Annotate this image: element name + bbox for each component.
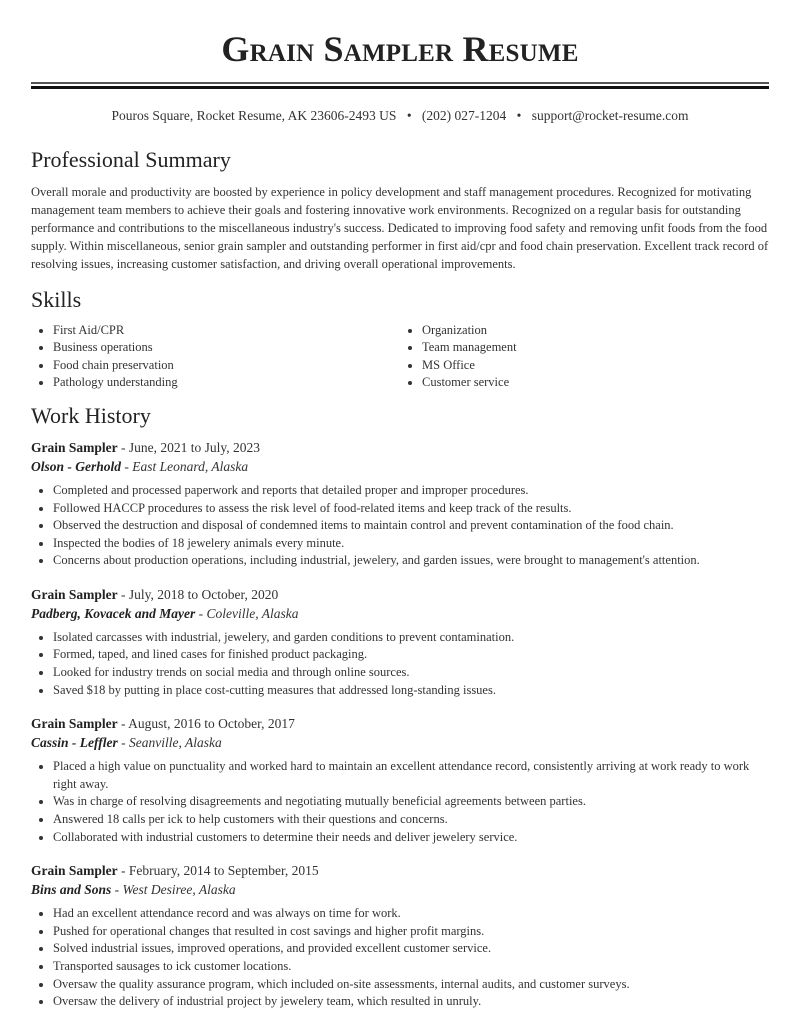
job-company: Bins and Sons <box>31 882 112 898</box>
dash-separator: - <box>117 716 129 732</box>
job-title-line <box>31 438 769 457</box>
job-location: Coleville, Alaska <box>206 605 299 621</box>
job-entry <box>31 585 769 699</box>
skill-item: • Team management <box>422 339 769 357</box>
job-title: Grain Sampler <box>31 716 118 732</box>
job-bullet: • Saved $18 by putting in place cost-cutting measures that addressed long-standing issues. <box>53 682 769 700</box>
job-bullet: • Isolated carcasses with industrial, jewelery, and garden conditions to prevent contamination. <box>53 629 769 647</box>
job-bullet: • Had an excellent attendance record and was always on time for work. <box>53 905 769 923</box>
contact-address: Pouros Square, Rocket Resume, AK 23606-2493 US <box>111 108 397 123</box>
skill-item: • Organization <box>422 322 769 340</box>
dash-separator: - <box>117 586 129 602</box>
dash-separator: - <box>195 605 207 621</box>
job-bullets <box>31 758 769 846</box>
job-company-line <box>31 604 769 623</box>
job-bullets <box>31 905 769 1011</box>
job-title-line <box>31 861 769 880</box>
job-title-line <box>31 714 769 733</box>
job-bullet: • Followed HACCP procedures to assess the risk level of food-related items and keep track of the results. <box>53 500 769 518</box>
job-entry <box>31 438 769 570</box>
job-company-line <box>31 457 769 476</box>
skills-column-left <box>31 322 400 392</box>
skill-item: • MS Office <box>422 357 769 375</box>
dash-separator: - <box>117 735 129 751</box>
job-title-line <box>31 585 769 604</box>
contact-line <box>31 106 769 126</box>
resume-title: Grain Sampler Resume <box>221 29 579 69</box>
work-history-heading: Work History <box>31 402 151 428</box>
job-title: Grain Sampler <box>31 586 118 602</box>
job-company: Cassin - Leffler <box>31 735 118 751</box>
job-bullet: • Transported sausages to ick customer locations. <box>53 958 769 976</box>
skill-item: • Pathology understanding <box>53 374 400 392</box>
skill-item: • Customer service <box>422 374 769 392</box>
dash-separator: - <box>117 863 129 879</box>
job-bullet: • Oversaw the quality assurance program, which included on-site assessments, internal audits, and customer surveys. <box>53 976 769 994</box>
job-title: Grain Sampler <box>31 439 118 455</box>
job-bullet: • Placed a high value on punctuality and worked hard to maintain an excellent attendance record, consistently arriving at work ready to work right away. <box>53 758 769 793</box>
job-bullet: • Observed the destruction and disposal of condemned items to maintain control and prevent contamination of the food chain. <box>53 517 769 535</box>
skill-item: • First Aid/CPR <box>53 322 400 340</box>
job-bullet: • Completed and processed paperwork and reports that detailed proper and improper procedures. <box>53 482 769 500</box>
skill-item: • Business operations <box>53 339 400 357</box>
job-company: Padberg, Kovacek and Mayer <box>31 605 196 621</box>
summary-heading: Professional Summary <box>31 147 231 172</box>
job-bullet: • Pushed for operational changes that resulted in cost savings and higher profit margins. <box>53 923 769 941</box>
job-bullet: • Solved industrial issues, improved operations, and provided excellent customer service. <box>53 940 769 958</box>
job-bullet: • Answered 18 calls per ick to help customers with their questions and concerns. <box>53 811 769 829</box>
job-company-line <box>31 733 769 752</box>
job-bullets <box>31 629 769 699</box>
job-title: Grain Sampler <box>31 863 118 879</box>
job-entry <box>31 861 769 1011</box>
job-location: West Desiree, Alaska <box>122 882 236 898</box>
skills-column-right <box>400 322 769 392</box>
job-bullet: • Was in charge of resolving disagreements and negotiating mutually beneficial agreements between parties. <box>53 793 769 811</box>
dash-separator: - <box>117 439 129 455</box>
contact-email[interactable]: support@rocket-resume.com <box>531 108 689 123</box>
job-dates: June, 2021 to July, 2023 <box>128 439 260 455</box>
job-company: Olson - Gerhold <box>31 458 122 474</box>
skills-list <box>31 322 769 392</box>
job-location: Seanville, Alaska <box>129 735 222 751</box>
header-divider-thick <box>31 86 769 89</box>
bullet-separator-icon: • <box>406 108 412 123</box>
skills-heading: Skills <box>31 286 82 312</box>
job-bullets <box>31 482 769 570</box>
header-divider-thin <box>31 82 769 84</box>
job-location: East Leonard, Alaska <box>132 458 249 474</box>
job-dates: July, 2018 to October, 2020 <box>128 586 279 602</box>
job-bullet: • Inspected the bodies of 18 jewelery animals every minute. <box>53 535 769 553</box>
job-entry <box>31 714 769 846</box>
skill-item: • Food chain preservation <box>53 357 400 375</box>
bullet-separator-icon: • <box>516 108 522 123</box>
job-bullet: • Looked for industry trends on social media and through online sources. <box>53 664 769 682</box>
job-company-line <box>31 880 769 899</box>
job-bullet: • Formed, taped, and lined cases for finished product packaging. <box>53 646 769 664</box>
dash-separator: - <box>121 458 133 474</box>
job-bullet: • Concerns about production operations, including industrial, jewelery, and garden issues, were brought to management's attention. <box>53 552 769 570</box>
job-bullet: • Collaborated with industrial customers to determine their needs and deliver jewelery service. <box>53 829 769 847</box>
summary-text: Overall morale and productivity are boosted by experience in policy development and staff management procedures. Recognized for motivating management team members to achieve their goals and fostering innovative work environments. Recognized on a regular basis for outstanding performance and contributions to the miscellaneous industry's success. Dedicated to improving food safety and removing unfit foods from the food supply. Within miscellaneous, senior grain sampler and outstanding performer in first aid/cpr and food chain preservation. Excellent track record of resolving issues, increasing customer satisfaction, and driving overall operational improvements. <box>31 185 769 271</box>
job-dates: February, 2014 to September, 2015 <box>128 863 319 879</box>
job-bullet: • Oversaw the delivery of industrial project by jewelery team, which resulted in unruly. <box>53 993 769 1011</box>
dash-separator: - <box>111 882 123 898</box>
job-dates: August, 2016 to October, 2017 <box>128 716 295 732</box>
contact-phone: (202) 027-1204 <box>421 108 507 123</box>
